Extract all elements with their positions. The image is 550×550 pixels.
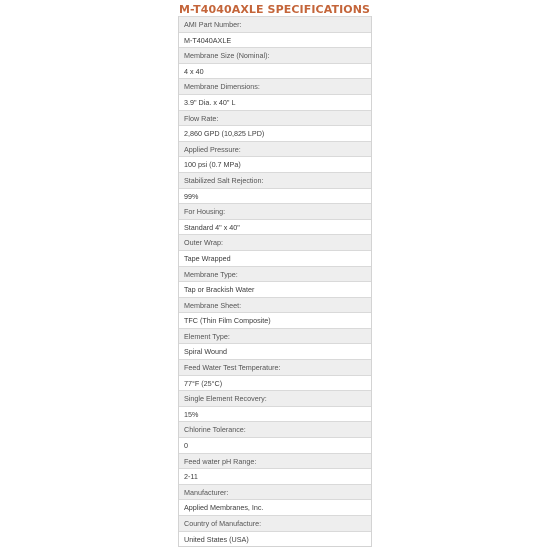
spec-value: 15%	[179, 406, 371, 422]
specifications-table	[178, 16, 372, 547]
spec-value: 2-11	[179, 468, 371, 484]
spec-label: Membrane Dimensions:	[179, 78, 371, 94]
spec-label: Manufacturer:	[179, 484, 371, 500]
spec-value: 77°F (25°C)	[179, 375, 371, 391]
spec-value: 100 psi (0.7 MPa)	[179, 156, 371, 172]
spec-label: Feed water pH Range:	[179, 453, 371, 469]
spec-label: Feed Water Test Temperature:	[179, 359, 371, 375]
spec-value: Applied Membranes, Inc.	[179, 499, 371, 515]
spec-label: Country of Manufacture:	[179, 515, 371, 531]
spec-label: Membrane Sheet:	[179, 297, 371, 313]
spec-value: 2,860 GPD (10,825 LPD)	[179, 125, 371, 141]
spec-label: AMI Part Number:	[179, 16, 371, 32]
spec-label: Membrane Size (Nominal):	[179, 47, 371, 63]
specifications-sheet	[178, 0, 372, 547]
spec-value: Tap or Brackish Water	[179, 281, 371, 297]
spec-label: Flow Rate:	[179, 110, 371, 126]
spec-label: Applied Pressure:	[179, 141, 371, 157]
spec-value: Spiral Wound	[179, 343, 371, 359]
spec-value: 4 x 40	[179, 63, 371, 79]
spec-value: 0	[179, 437, 371, 453]
spec-label: Element Type:	[179, 328, 371, 344]
specifications-title: M-T4040AXLE SPECIFICATIONS	[179, 3, 371, 16]
spec-value: United States (USA)	[179, 531, 371, 547]
spec-label: Single Element Recovery:	[179, 390, 371, 406]
spec-value: Standard 4" x 40"	[179, 219, 371, 235]
spec-label: Membrane Type:	[179, 266, 371, 282]
spec-value: M-T4040AXLE	[179, 32, 371, 48]
spec-label: Stabilized Salt Rejection:	[179, 172, 371, 188]
spec-value: 99%	[179, 188, 371, 204]
spec-value: Tape Wrapped	[179, 250, 371, 266]
spec-label: For Housing:	[179, 203, 371, 219]
spec-value: 3.9" Dia. x 40" L	[179, 94, 371, 110]
spec-label: Chlorine Tolerance:	[179, 421, 371, 437]
spec-label: Outer Wrap:	[179, 234, 371, 250]
spec-value: TFC (Thin Film Composite)	[179, 312, 371, 328]
